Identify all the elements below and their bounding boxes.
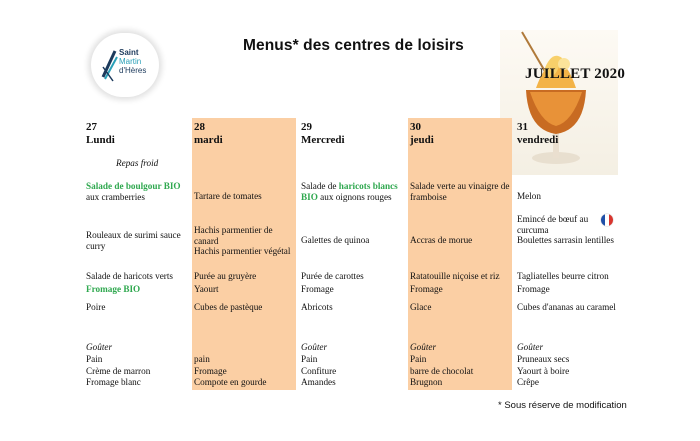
jeudi-entree [410, 181, 509, 202]
plat-line: Boulettes sarrasin lentilles [517, 235, 614, 245]
mardi-dessert: Cubes de pastèque [194, 302, 263, 312]
footnote: * Sous réserve de modification [498, 400, 627, 411]
lundi-dessert: Poire [86, 302, 106, 312]
dessert-photo [500, 30, 618, 175]
gouter-item: Pain [301, 354, 318, 364]
gouter-item: Crème de marron [86, 365, 151, 376]
logo-line-1: Saint [119, 48, 139, 57]
fromage: Fromage [301, 283, 334, 294]
gouter-item: Pain [86, 354, 103, 364]
saint-martin-dheres-logo [91, 33, 159, 97]
gouter-label: Goûter [517, 342, 544, 352]
jeudi-gouter [410, 354, 473, 389]
plat-line: Emincé de bœuf au [517, 214, 589, 224]
mercredi-plat: Galettes de quinoa [301, 235, 370, 245]
plat-line: Hachis parmentier végétal [194, 246, 291, 256]
day-name: Lundi [86, 134, 115, 146]
jeudi-accompagnement [410, 271, 500, 296]
mercredi-accompagnement [301, 271, 364, 296]
month-label: JUILLET 2020 [525, 66, 626, 82]
day-number: 29 [301, 121, 312, 133]
dessert-glass-icon [500, 30, 618, 175]
jeudi-plat: Accras de morue [410, 235, 473, 245]
france-flag-icon [601, 214, 613, 226]
day-name: mardi [194, 134, 223, 146]
jeudi-dessert: Glace [410, 302, 432, 312]
gouter-item: Fromage [194, 365, 227, 376]
gouter-item: Fromage blanc [86, 377, 141, 387]
fromage: Yaourt [194, 283, 219, 294]
mercredi-gouter [301, 354, 336, 389]
entree-line: Salade verte au vinaigre de [410, 181, 510, 191]
fromage: Fromage [517, 283, 550, 294]
day-number: 28 [194, 121, 205, 133]
gouter-item: Confiture [301, 365, 337, 376]
mardi-plat [194, 225, 290, 257]
fromage: Fromage [410, 283, 443, 294]
vendredi-entree: Melon [517, 191, 541, 201]
gouter-item: Compote en gourde [194, 377, 267, 387]
plat-line: Hachis parmentier de [194, 225, 273, 235]
lundi-accompagnement [86, 271, 173, 296]
accompagnement: Salade de haricots verts [86, 271, 173, 281]
gouter-label: Goûter [86, 342, 113, 352]
accompagnement: Tagliatelles beurre citron [517, 271, 609, 281]
gouter-item: Crêpe [517, 377, 539, 387]
day-name: vendredi [517, 134, 559, 146]
logo-line-3: d'Hères [119, 66, 147, 75]
entree-rest: aux cramberries [86, 191, 145, 202]
gouter-item: Yaourt à boire [517, 365, 570, 376]
lundi-plat [86, 230, 181, 251]
accompagnement: Purée de carottes [301, 271, 364, 281]
gouter-item: Pruneaux secs [517, 354, 570, 364]
bio-label: BIO [301, 191, 318, 202]
lundi-entree [86, 181, 181, 202]
mercredi-entree [301, 181, 398, 202]
logo-line-2: Martin [119, 57, 142, 66]
plat-line: canard [194, 235, 219, 246]
entree-line: framboise [410, 191, 447, 202]
day-name: Mercredi [301, 134, 345, 146]
accompagnement: Ratatouille niçoise et riz [410, 271, 500, 281]
plat-line: curry [86, 240, 106, 251]
repas-froid-note: Repas froid [116, 158, 159, 168]
entree-rest: aux oignons rouges [317, 191, 392, 202]
plat-line: curcuma [517, 224, 549, 235]
bio-label: haricots blancs [338, 181, 398, 191]
plat-line: Rouleaux de surimi sauce [86, 230, 181, 240]
bio-label: Salade de boulgour BIO [86, 181, 181, 191]
gouter-label: Goûter [410, 342, 437, 352]
mardi-entree: Tartare de tomates [194, 191, 262, 201]
gouter-item: Brugnon [410, 377, 443, 387]
mardi-gouter [194, 354, 266, 389]
vendredi-plat [517, 214, 614, 246]
vendredi-gouter [517, 354, 569, 389]
mercredi-dessert: Abricots [301, 302, 333, 312]
day-name: jeudi [410, 134, 434, 146]
gouter-item: Pain [410, 354, 427, 364]
vendredi-dessert: Cubes d'ananas au caramel [517, 302, 616, 312]
accompagnement: Purée au gruyère [194, 271, 257, 281]
vendredi-accompagnement [517, 271, 609, 296]
day-number: 31 [517, 121, 528, 133]
day-number: 27 [86, 121, 97, 133]
logo-swoosh-icon [101, 47, 119, 83]
mardi-accompagnement [194, 271, 256, 296]
page-title: Menus* des centres de loisirs [243, 37, 464, 54]
day-number: 30 [410, 121, 421, 133]
gouter-item: pain [194, 354, 210, 364]
fromage-bio: Fromage BIO [86, 283, 141, 294]
logo-text [119, 48, 146, 75]
gouter-item: barre de chocolat [410, 365, 474, 376]
gouter-label: Goûter [301, 342, 328, 352]
entree-pre: Salade de [301, 181, 339, 191]
gouter-item: Amandes [301, 377, 336, 387]
lundi-gouter [86, 354, 150, 389]
